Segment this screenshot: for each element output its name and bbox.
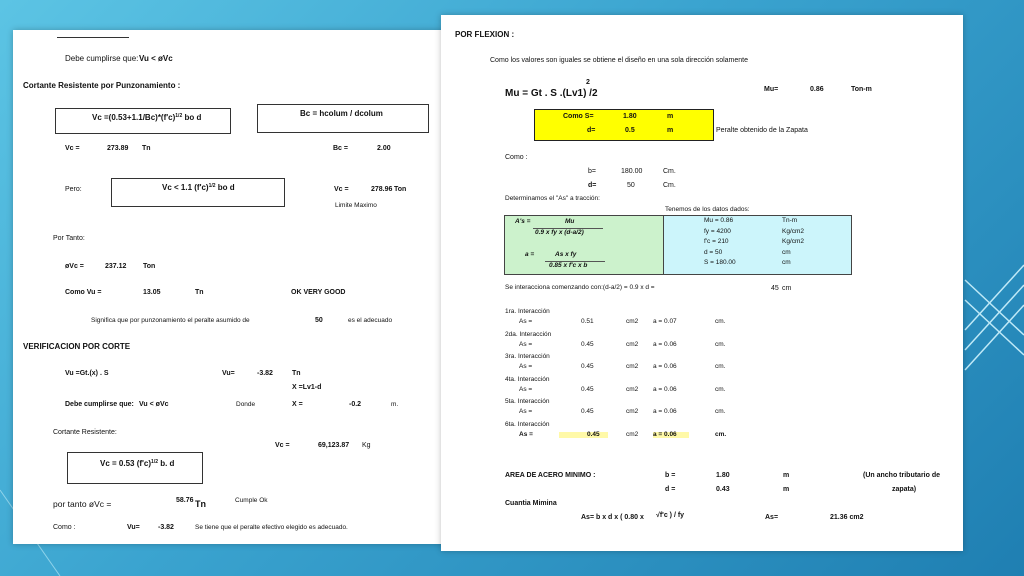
iteration-as-label: As = bbox=[519, 363, 533, 370]
iteration-a-unit: cm. bbox=[715, 340, 726, 348]
ovc-label: øVc = bbox=[65, 263, 84, 270]
por-tanto-label: Por Tanto: bbox=[53, 235, 85, 242]
iteration-label: 4ta. Interacción bbox=[505, 375, 550, 383]
bc-formula-box bbox=[257, 104, 429, 133]
debe-cumplirse-2-expr: Vu < øVc bbox=[139, 401, 169, 408]
dm-value: 0.43 bbox=[716, 486, 730, 493]
vc-formula-box bbox=[55, 108, 231, 134]
iteration-label: 5ta. Interacción bbox=[505, 398, 550, 405]
dato-value: S = 180.00 bbox=[704, 259, 736, 266]
a-denominator: 0.85 x f'c x b bbox=[549, 262, 588, 269]
vc3-value: 69,123.87 bbox=[318, 442, 350, 449]
dato-value: d = 50 bbox=[704, 248, 723, 256]
vu-gt-formula: Vu =Gt.(x) . S bbox=[65, 370, 109, 377]
iteration-a-value: a = 0.06 bbox=[653, 385, 677, 393]
left-document-page bbox=[13, 30, 443, 544]
iteration-as-value: 0.45 bbox=[581, 385, 594, 393]
iteration-a-value: a = 0.06 bbox=[653, 408, 677, 415]
b-label: b= bbox=[588, 168, 596, 175]
limite-maximo: Limite Maximo bbox=[335, 202, 377, 209]
vc3-formula: Vc = 0.53 (f'c) bbox=[100, 459, 152, 468]
as-min-formula: As= b x d x ( 0.80 x bbox=[581, 514, 644, 521]
as-formula-panel bbox=[504, 215, 665, 275]
a-numerator: As x fy bbox=[555, 251, 577, 258]
iteration-a-value: a = 0.07 bbox=[653, 318, 677, 325]
iteracion-text: Se interacciona comenzando con:(d-a/2) = 0.9 x d = bbox=[505, 284, 655, 291]
as-numerator: Mu bbox=[565, 218, 575, 225]
iteration-as-unit: cm2 bbox=[626, 408, 639, 415]
bc-value: 2.00 bbox=[377, 145, 391, 152]
vc2-value: 278.96 bbox=[371, 186, 393, 193]
as-min-result-value: 21.36 cm2 bbox=[830, 514, 864, 521]
d-label: d= bbox=[587, 127, 596, 134]
dato-unit: Kg/cm2 bbox=[782, 238, 805, 245]
s-d-highlight-box bbox=[534, 109, 714, 141]
vc-limit-formula: Vc < 1.1 (f'c) bbox=[162, 183, 209, 192]
x-value: -0.2 bbox=[349, 401, 362, 408]
vc3-formula-tail: b. d bbox=[158, 459, 175, 468]
dato-value: f'c = 210 bbox=[704, 238, 729, 245]
iteration-as-value: 0.45 bbox=[581, 408, 594, 415]
mu-label: Mu= bbox=[764, 86, 779, 93]
como-vu-value: 13.05 bbox=[143, 289, 161, 296]
iteration-as-value: 0.45 bbox=[559, 432, 608, 439]
d2-unit: Cm. bbox=[663, 182, 676, 189]
mu-exponent: 2 bbox=[586, 79, 590, 86]
ok-very-good: OK VERY GOOD bbox=[291, 289, 346, 296]
ovc-unit: Ton bbox=[143, 263, 156, 270]
iteration-as-unit: cm2 bbox=[626, 430, 639, 438]
bm-value: 1.80 bbox=[716, 472, 730, 479]
dato-value: fy = 4200 bbox=[704, 227, 731, 235]
peralte-text: Peralte obtenido de la Zapata bbox=[716, 127, 808, 134]
d-unit: m bbox=[667, 127, 674, 134]
as-eq-label: A's = bbox=[515, 218, 531, 225]
d-value: 0.5 bbox=[625, 127, 635, 134]
vc3-label: Vc = bbox=[275, 442, 290, 449]
iteration-a-unit: cm. bbox=[715, 385, 726, 393]
iteration-as-unit: cm2 bbox=[626, 363, 639, 370]
dm-unit: m bbox=[783, 486, 790, 493]
iteration-a-unit: cm. bbox=[715, 408, 726, 415]
vc3-formula-exponent: 1/2 bbox=[151, 459, 158, 465]
por-flexion-title: POR FLEXION : bbox=[455, 30, 515, 39]
iteration-a-unit: cm. bbox=[715, 430, 727, 438]
vc-unit: Tn bbox=[142, 145, 151, 152]
como-label: Como : bbox=[53, 524, 76, 531]
ancho-tributario-2: zapata) bbox=[892, 486, 917, 493]
x-unit: m. bbox=[391, 401, 399, 408]
iteration-as-value: 0.45 bbox=[581, 363, 594, 370]
vc-limit-exponent: 1/2 bbox=[208, 183, 216, 189]
iteration-as-unit: cm2 bbox=[626, 318, 639, 325]
iteration-as-unit: cm2 bbox=[626, 385, 639, 393]
iteration-as-label: As = bbox=[519, 318, 533, 325]
area-acero-minimo-title: AREA DE ACERO MINIMO : bbox=[505, 472, 596, 479]
s-label: Como S= bbox=[563, 113, 594, 120]
dato-unit: cm bbox=[782, 248, 791, 256]
vu-value: -3.82 bbox=[257, 370, 273, 377]
iteration-as-value: 0.51 bbox=[581, 318, 594, 325]
iteration-a-value: a = 0.06 bbox=[653, 363, 677, 370]
significa-value: 50 bbox=[315, 317, 323, 324]
cortante-punzonamiento-title: Cortante Resistente por Punzonamiento : bbox=[23, 81, 181, 90]
como-valores-text: Como los valores son iguales se obtiene el diseño en una sola dirección solamente bbox=[490, 57, 748, 64]
vc-formula-exponent: 1/2 bbox=[175, 113, 183, 119]
mu-formula: Mu = Gt . S .(Lv1) /2 bbox=[505, 88, 598, 99]
donde-label: Donde bbox=[236, 401, 256, 408]
por-tanto-2-unit: Tn bbox=[195, 499, 206, 509]
dato-unit: Tn-m bbox=[782, 217, 798, 224]
iteracion-unit: cm bbox=[782, 285, 792, 292]
b-unit: Cm. bbox=[663, 168, 676, 175]
as-min-formula-tail: √f'c ) / fy bbox=[656, 512, 685, 519]
ovc-value: 237.12 bbox=[105, 263, 127, 270]
como-vu-label: Como Vu = bbox=[65, 289, 102, 296]
iteration-label: 1ra. Interacción bbox=[505, 308, 550, 315]
debe-cumplirse-2: Debe cumplirse que: bbox=[65, 401, 134, 408]
iteration-label: 3ra. Interacción bbox=[505, 353, 550, 360]
bc-label: Bc = bbox=[333, 145, 348, 152]
significa-tail: es el adecuado bbox=[348, 317, 393, 324]
as-min-result-label: As= bbox=[765, 514, 779, 521]
mu-value: 0.86 bbox=[810, 86, 824, 93]
vu-label: Vu= bbox=[222, 370, 235, 377]
vc-limit-box bbox=[111, 178, 285, 207]
significa-text: Significa que por punzonamiento el peralte asumido de bbox=[91, 317, 250, 324]
vc-formula: Vc =(0.53+1.1/Bc)*(f'c) bbox=[92, 113, 176, 122]
iteration-as-label: As = bbox=[519, 408, 533, 415]
ancho-tributario-1: (Un ancho tributario de bbox=[863, 472, 940, 479]
iteration-as-unit: cm2 bbox=[626, 340, 639, 348]
b-value: 180.00 bbox=[621, 168, 643, 175]
vc-label: Vc = bbox=[65, 145, 80, 152]
iteration-a-value: a = 0.06 bbox=[653, 432, 689, 439]
dato-value: Mu = 0.86 bbox=[704, 217, 734, 224]
dm-label: d = bbox=[665, 486, 676, 493]
iteration-a-value: a = 0.06 bbox=[653, 340, 677, 348]
cumple-ok: Cumple Ok bbox=[235, 497, 268, 504]
iteration-as-value: 0.45 bbox=[581, 340, 594, 348]
se-tiene-text: Se tiene que el peralte efectivo elegido es adecuado. bbox=[195, 524, 348, 531]
bc-formula: Bc = hcolum / dcolum bbox=[300, 109, 383, 118]
iteracion-value: 45 bbox=[771, 285, 779, 292]
iteration-a-unit: cm. bbox=[715, 318, 726, 325]
por-tanto-2-label: por tanto øVc = bbox=[53, 499, 112, 509]
bm-label: b = bbox=[665, 472, 676, 479]
vu-unit: Tn bbox=[292, 370, 301, 377]
por-tanto-2-value: 58.76 bbox=[176, 497, 194, 504]
tenemos-text: Tenemos de los datos dados: bbox=[665, 206, 750, 213]
d2-value: 50 bbox=[627, 182, 635, 189]
mu-unit: Ton-m bbox=[851, 86, 872, 93]
bm-unit: m bbox=[783, 472, 790, 479]
x-label: X = bbox=[292, 401, 303, 408]
as-denominator: 0.9 x fy x (d-a/2) bbox=[535, 229, 584, 236]
a-eq-label: a = bbox=[525, 251, 535, 258]
datos-panel bbox=[663, 215, 852, 275]
iteration-a-unit: cm. bbox=[715, 363, 726, 370]
iteration-label: 6ta. Interacción bbox=[505, 420, 550, 428]
vu2-value: -3.82 bbox=[158, 524, 174, 531]
iteration-label: 2da. Interacción bbox=[505, 330, 552, 338]
vc2-unit: Ton bbox=[394, 186, 407, 193]
vc-value: 273.89 bbox=[107, 145, 129, 152]
cuantia-minima-label: Cuantia Mimina bbox=[505, 500, 557, 507]
top-rule bbox=[57, 37, 129, 38]
dato-unit: cm bbox=[782, 259, 791, 266]
vc3-formula-box bbox=[67, 452, 203, 484]
iteration-as-label: As = bbox=[519, 340, 533, 348]
iteration-as-label: As = bbox=[519, 430, 533, 438]
s-unit: m bbox=[667, 113, 674, 120]
determinamos-text: Determinamos el "As" a tracción: bbox=[505, 195, 600, 202]
vc-limit-tail: bo d bbox=[215, 183, 235, 192]
pero-label: Pero: bbox=[65, 186, 82, 193]
cortante-resistente-label: Cortante Resistente: bbox=[53, 429, 117, 436]
debe-cumplirse-label: Debe cumplirse que: bbox=[65, 54, 139, 63]
x-equation: X =Lv1-d bbox=[292, 384, 322, 391]
vc-formula-tail: bo d bbox=[182, 113, 202, 122]
dato-unit: Kg/cm2 bbox=[782, 227, 805, 235]
vc2-label: Vc = bbox=[334, 186, 349, 193]
s-value: 1.80 bbox=[623, 113, 637, 120]
verificacion-corte-title: VERIFICACION POR CORTE bbox=[23, 342, 131, 351]
right-document-page bbox=[441, 15, 963, 551]
vc3-unit: Kg bbox=[362, 442, 371, 449]
debe-cumplirse-expr: Vu < øVc bbox=[139, 54, 173, 63]
d2-label: d= bbox=[588, 182, 597, 189]
como-vu-unit: Tn bbox=[195, 289, 204, 296]
vu2-label: Vu= bbox=[127, 524, 140, 531]
como-label-2: Como : bbox=[505, 154, 528, 161]
iteration-as-label: As = bbox=[519, 385, 533, 393]
